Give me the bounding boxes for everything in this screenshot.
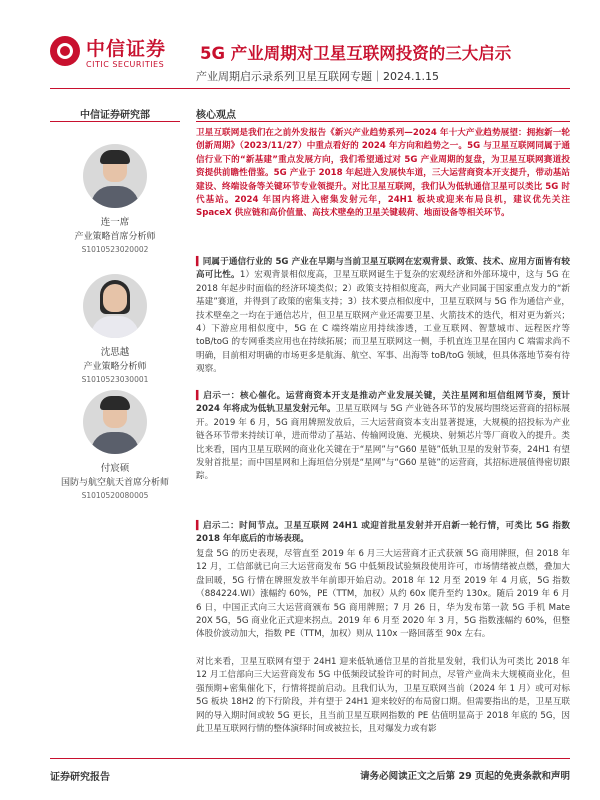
core-view-heading: 核心观点 <box>196 110 236 121</box>
right-heading-divider <box>196 121 570 122</box>
footer-label: 证券研究报告 <box>50 772 110 783</box>
bullet-marker: ▍ <box>196 257 203 267</box>
citic-logo-icon <box>50 36 80 66</box>
bullet-marker: ▍ <box>196 521 203 531</box>
disclaimer-note: 请务必阅读正文之后第 29 页起的免责条款和声明 <box>360 771 570 782</box>
paragraph-body: 对比来看，卫星互联网有望于 24H1 迎来低轨通信卫星的首批星发射，我们认为可类比 2018 年 12 月工信部向三大运营商发布 5G 中低频段试验许可的时间点，尽管产业尚未大规模商业化，但强预期+密集催化下，行情将提前启动。且我们认为，卫星互联网当前（2024 年 1 月）或可对标 5G 板块 18H2 的下行阶段，并有望于 24H1 迎来较好的布局窗口期。但需要指出的是，卫星互联网的导入期时间或较 5G 更长，且当前卫星互联网指数的 PE 估值明显高于 2018 年底的 5G，因此卫星互联网行情的整体演绎时间或被拉长，且对爆发力或有影 <box>196 657 570 735</box>
core-view-text: 卫星互联网是我们在之前外发报告《新兴产业趋势系列—2024 年十大产业趋势展望：拥抱新一轮创新周期》（2023/11/27）中重点看好的 2024 年方向和趋势之一。5G 与卫星互联网同属于通信行业下的“新基建”重点发展方向，我们希望通过对 5G 产业周期的复盘，为卫星互联网赛道投资提供前瞻性借鉴。5G 产业于 2018 年起进入发展快车道，三大运营商资本开支提升，带动基站建设、终端设备等关键环节专业领提升。对比卫星互联网，我们认为低轨通信卫星可以类比 5G 时代基站。2024 年国内将进入密集发射元年，24H1 板块或迎来布局良机，建议优先关注 SpaceX 供应链和高价值量、高技术壁垒的卫星关键载荷、地面设备等相关环节。 <box>196 128 570 219</box>
analyst-title: 产业策略分析师 <box>83 362 147 372</box>
analyst-name: 连一席 <box>100 217 130 228</box>
brand-logo <box>50 28 200 78</box>
paragraph-body: 1）宏观背景相似度高，卫星互联网诞生于复杂的宏观经济和外部环境中，这与 5G 在 2018 年起步时面临的经济环境类似；2）政策支持相似度高，两大产业同属于国家重点发力的“新基建”赛道，并得到了政策的密集支持；3）技术要点相似度中，卫星互联网与 5G 作为通信产业，技术壁垒之一均在于通信芯片，但卫星互联网产业还需要卫星、火箭技术的迭代，相对更为新兴；4）下游应用相似度中，5G 在 C 端终端应用持续渗透，工业互联网、智慧城市、远程医疗等 toB/toG 的专网垂类应用也在持续拓展；而卫星互联网这一侧，手机直连卫星在国内 C 端需求尚不明确，目前相对明确的市场更多是航海、航空、军事、出海等 toB/toG 领域，但具体落地节奏有待观察。 <box>196 270 570 375</box>
paragraph-body: 卫星互联网与 5G 产业链各环节的发展均围绕运营商的招标展开。2019 年 6 月，5G 商用牌照发放后，三大运营商资本支出显著提速，大规模的招投标为产业链各环节带来持续订单，进而带动了基站、传输网设施、光模块、射频芯片等厂商收入的提升。类比来看，国内卫星互联网的商业化关键在于“星网”与“G60 星链”低轨卫星的发射节奏，24H1 有望发射首批星；而中国星网和上海垣信分别是“星网”与“G60 星链”的运营商，其招标进展值得密切跟踪。 <box>196 404 570 482</box>
paragraph-lead: 同属于通信行业的 5G 产业在早期与当前卫星互联网在宏观背景、政策、技术、应用方面皆有较高可比性。 <box>196 257 570 281</box>
header-divider <box>50 88 570 89</box>
paragraph <box>196 256 570 377</box>
analyst-name: 付宸硕 <box>100 463 130 474</box>
analyst-photo <box>83 144 147 208</box>
report-subtitle: 产业周期启示录系列卫星互联网专题｜2024.1.15 <box>196 70 439 83</box>
analyst-name: 沈思越 <box>100 347 130 358</box>
footer-divider <box>50 758 570 759</box>
analyst-id: S1010523030001 <box>81 375 149 384</box>
analyst-card <box>50 274 180 384</box>
left-heading-divider <box>50 121 180 122</box>
report-header <box>0 0 600 100</box>
brand-name-cn: 中信证券 <box>86 38 167 60</box>
paragraph <box>196 656 570 736</box>
paragraph-body: 复盘 5G 的历史表现，尽管直至 2019 年 6 月三大运营商才正式获颁 5G 商用牌照，但 2018 年 12 月，工信部就已向三大运营商发布 5G 中低频段试验频段使用许可，市场情绪被点燃，叠加大盘回暖，5G 行情在牌照发放半年前即开始启动。2018 年 12 月至 2019 年 4 月底，5G 指数（884224.WI）涨幅约 60%，PE（TTM，加权）从约 60x 爬升至约 130x。随后 2019 年 6 月 6 日，中国正式向三大运营商颁布 5G 商用牌照；7 月 26 日，华为发布第一款 5G 手机 Mate 20X 5G，5G 商业化正式迎来拐点。2019 年 6 月至 2020 年 3 月，5G 指数涨幅约 60%，但整体股价波动加大，指数 PE（TTM，加权）则从 110x 一路回落至 90x 左右。 <box>196 549 570 640</box>
analyst-card <box>50 144 180 254</box>
paragraph <box>196 520 570 547</box>
research-dept-heading: 中信证券研究部 <box>80 110 150 121</box>
analyst-title: 产业策略首席分析师 <box>74 232 156 242</box>
analyst-id: S1010523020002 <box>81 245 149 254</box>
analyst-photo <box>83 390 147 454</box>
paragraph-lead: 启示一：核心催化。运营商资本开支是推动产业发展关键，关注星网和垣信组网节奏，预计 2024 年将成为低轨卫星发射元年。 <box>196 391 570 415</box>
report-title: 5G 产业周期对卫星互联网投资的三大启示 <box>200 44 512 63</box>
analyst-id: S1010520080005 <box>81 491 149 500</box>
paragraph <box>196 390 570 484</box>
bullet-marker: ▍ <box>196 391 203 401</box>
analyst-title: 国防与航空航天首席分析师 <box>60 478 169 488</box>
paragraph-lead: 启示二：时间节点。卫星互联网 24H1 或迎首批星发射并开启新一轮行情，可类比 5G 指数 2018 年年底后的市场表现。 <box>196 521 570 545</box>
paragraph <box>196 548 570 642</box>
analyst-photo <box>83 274 147 338</box>
analyst-card <box>50 390 180 500</box>
brand-name-en: CITIC SECURITIES <box>86 60 165 69</box>
